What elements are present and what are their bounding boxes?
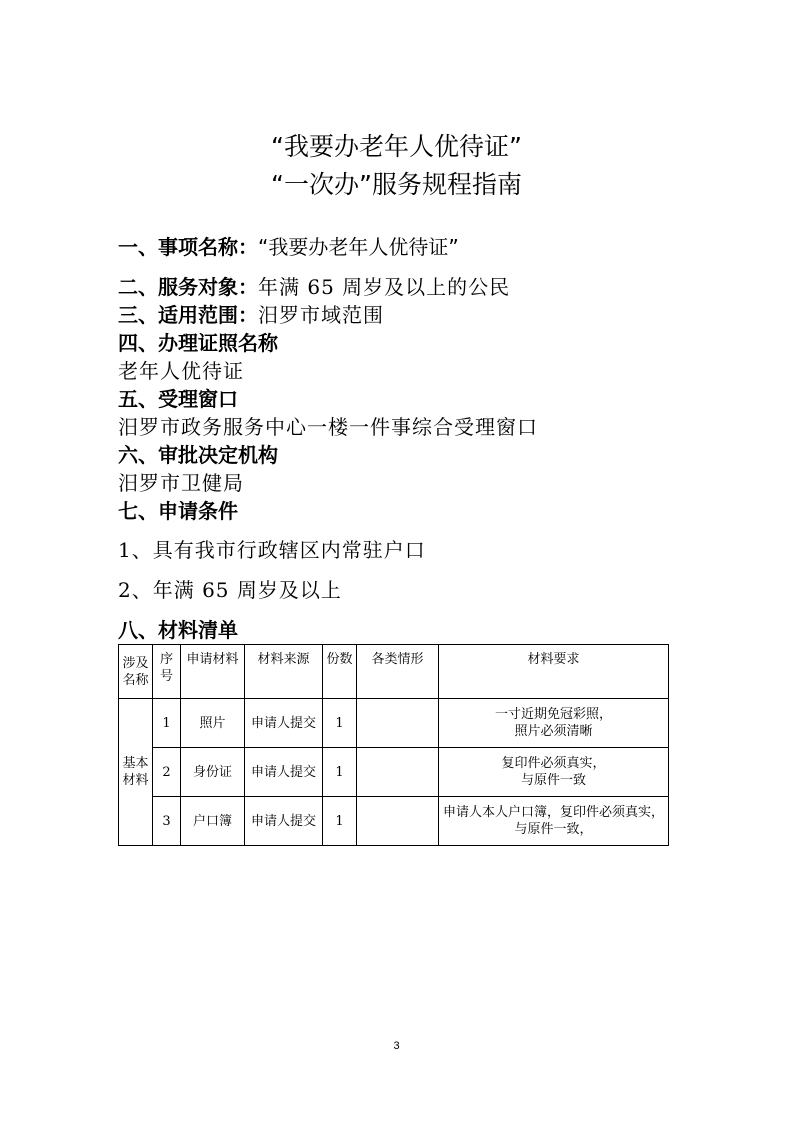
situation-cell [357, 699, 439, 748]
materials-table [118, 644, 669, 846]
requirement-cell: 一寸近期免冠彩照， 照片必须清晰 [439, 699, 669, 748]
material-cell: 户口簿 [181, 797, 245, 846]
group-label-cell: 基本 材料 [119, 699, 153, 846]
requirement-cell: 复印件必须真实， 与原件一致 [439, 748, 669, 797]
section-value: 年满 65 周岁及以上的公民 [258, 275, 511, 299]
copies-cell: 1 [323, 748, 357, 797]
section-window-heading: 五、受理窗口 [118, 387, 238, 411]
table-row [119, 748, 669, 797]
row-number-cell: 3 [153, 797, 181, 846]
section-authority-value: 汨罗市卫健局 [118, 471, 244, 495]
column-header: 材料来源 [245, 645, 323, 699]
copies-cell: 1 [323, 699, 357, 748]
requirement-cell: 申请人本人户口簿，复印件必须真实， 与原件一致， [439, 797, 669, 846]
page-title-line-2: “一次办”服务规程指南 [271, 170, 522, 199]
situation-cell [357, 748, 439, 797]
section-value: 汨罗市域范围 [258, 303, 384, 327]
condition-item-1: 1、具有我市行政辖区内常驻户口 [118, 538, 426, 562]
page-title-line-1: “我要办老年人优待证” [271, 132, 522, 161]
copies-cell: 1 [323, 797, 357, 846]
situation-cell [357, 797, 439, 846]
condition-item-2: 2、年满 65 周岁及以上 [118, 578, 342, 602]
table-header-row [119, 645, 669, 699]
table-row [119, 797, 669, 846]
section-heading: 三、适用范围： [118, 303, 258, 327]
row-number-cell: 2 [153, 748, 181, 797]
column-header: 份数 [323, 645, 357, 699]
section-authority-heading: 六、审批决定机构 [118, 443, 278, 467]
material-cell: 照片 [181, 699, 245, 748]
column-header: 申请材料 [181, 645, 245, 699]
row-number-cell: 1 [153, 699, 181, 748]
section-value: “我要办老年人优待证” [258, 235, 459, 259]
column-header: 序号 [153, 645, 181, 699]
source-cell: 申请人提交 [245, 748, 323, 797]
source-cell: 申请人提交 [245, 699, 323, 748]
section-license-value: 老年人优待证 [118, 359, 244, 383]
column-header: 材料要求 [439, 645, 669, 699]
section-license-heading: 四、办理证照名称 [118, 331, 278, 355]
section-window-value: 汨罗市政务服务中心一楼一件事综合受理窗口 [118, 415, 538, 439]
section-service-target [118, 274, 510, 301]
column-header: 涉及 名称 [119, 645, 153, 699]
section-conditions-heading: 七、申请条件 [118, 499, 238, 523]
section-materials-heading: 八、材料清单 [118, 618, 238, 642]
column-header: 各类情形 [357, 645, 439, 699]
material-cell: 身份证 [181, 748, 245, 797]
section-heading: 一、事项名称： [118, 235, 258, 259]
page-number: 3 [393, 1040, 400, 1052]
table-row [119, 699, 669, 748]
source-cell: 申请人提交 [245, 797, 323, 846]
section-item-name [118, 234, 459, 261]
section-heading: 二、服务对象： [118, 275, 258, 299]
section-scope [118, 302, 384, 329]
